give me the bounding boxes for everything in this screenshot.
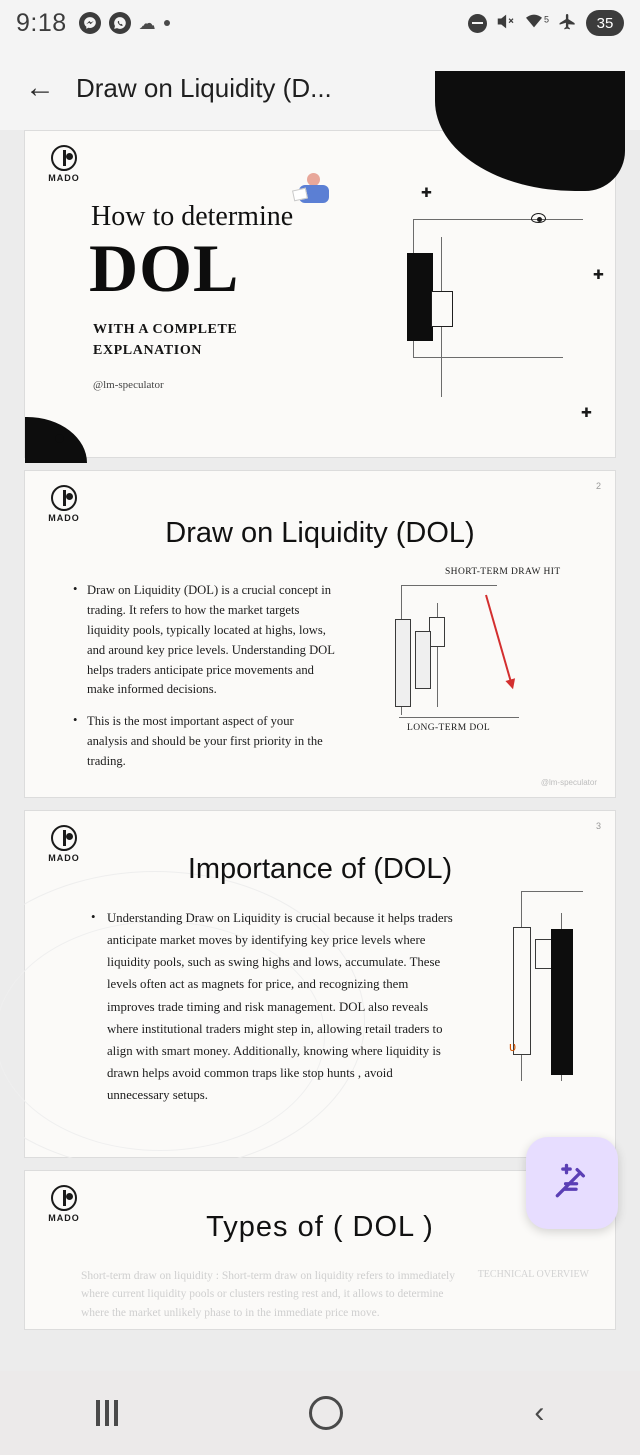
mado-logo-icon (51, 485, 77, 511)
airplane-mode-icon (558, 12, 577, 35)
messenger-icon (79, 12, 101, 34)
slide-1-candlestick-art (385, 185, 615, 431)
back-arrow-icon: ← (25, 71, 55, 104)
brand-label: MADO (48, 1213, 80, 1223)
slide-2-number: 2 (595, 481, 601, 491)
sparkle-icon: ✚ (581, 405, 592, 420)
status-notification-icons (79, 12, 170, 34)
slide-3-chart (477, 891, 597, 1101)
slide-3-body (91, 907, 453, 1106)
status-system-icons (468, 10, 624, 36)
brand-logo (41, 145, 87, 183)
system-navigation-bar (0, 1371, 640, 1455)
magic-pen-icon (550, 1159, 594, 1208)
back-button[interactable] (14, 62, 66, 114)
down-arrow-icon (485, 595, 513, 688)
cloud-icon: ☁ (138, 13, 156, 33)
marker-icon: υ (509, 1039, 517, 1054)
mado-logo-icon (51, 1185, 77, 1211)
battery-indicator: 35 (586, 10, 624, 36)
slide-2-chart (393, 567, 593, 757)
wifi-count: 5 (543, 14, 549, 25)
mado-logo-icon (51, 145, 77, 171)
sparkle-icon: ✚ (593, 267, 604, 282)
slide-2-title: Draw on Liquidity (DOL) (165, 517, 475, 549)
slide-2-chart-label-bottom: LONG-TERM DOL (407, 723, 491, 733)
decorative-dot (55, 434, 64, 443)
magic-pen-fab-button[interactable] (526, 1137, 618, 1229)
slide-3-number: 3 (595, 821, 601, 831)
brand-label: MADO (48, 853, 80, 863)
slide-2[interactable] (24, 470, 616, 798)
slide-1-big-title: DOL (89, 230, 240, 306)
dot-icon (164, 20, 170, 26)
sparkle-icon: ✚ (421, 185, 432, 200)
do-not-disturb-icon (468, 14, 487, 33)
slide-scroll-area[interactable] (0, 130, 640, 1371)
slide-1-subtitle (93, 319, 237, 361)
home-icon[interactable] (309, 1396, 343, 1430)
slide-4-right-note: TECHNICAL OVERVIEW (477, 1269, 589, 1280)
slide-1-subtitle-line2: EXPLANATION (93, 343, 203, 358)
slide-2-watermark: @lm-speculator (540, 778, 597, 787)
status-clock: 9:18 (16, 8, 67, 37)
recents-icon[interactable] (96, 1400, 118, 1426)
slide-1-heading: How to determine (91, 201, 294, 232)
slide-4-bullet-1: Short-term draw on liquidity : Short-term draw on liquidity refers to immediately where current liquidity pools or clusters resting rest and, it allows to determine where the market unlikely phase to in the immediate price move. (81, 1270, 455, 1319)
slide-2-body (73, 581, 335, 784)
person-sticker-icon (293, 173, 335, 207)
eye-icon (531, 213, 546, 223)
slide-4-title: Types of ( DOL ) (206, 1211, 434, 1243)
slide-3-title: Importance of (DOL) (187, 853, 453, 885)
brand-label: MADO (48, 173, 80, 183)
slide-1-subtitle-line1: WITH A COMPLETE (93, 322, 238, 337)
slide-1[interactable] (24, 130, 616, 458)
slide-2-bullet-2: • This is the most important aspect of your analysis and should be your first priority in the trading. (73, 712, 335, 772)
brand-label: MADO (48, 513, 80, 523)
slide-2-bullet-1: • Draw on Liquidity (DOL) is a crucial concept in trading. It refers to how the market targets liquidity pools, typically located at highs, lows, and around key price levels. Understanding DOL helps traders anticipate price movements and make informed decisions. (73, 581, 335, 700)
decorative-corner-shape (435, 71, 625, 191)
slide-3[interactable] (24, 810, 616, 1158)
wifi-icon (524, 13, 549, 33)
back-icon[interactable]: ‹ (534, 1396, 545, 1429)
slide-1-handle: @lm-speculator (93, 379, 164, 391)
mute-icon (496, 12, 515, 35)
page-title: Draw on Liquidity (D... (76, 72, 332, 103)
slide-2-chart-label-top: SHORT-TERM DRAW HIT (445, 567, 561, 577)
whatsapp-icon (109, 12, 131, 34)
slide-3-bullet-1: • Understanding Draw on Liquidity is crucial because it helps traders anticipate market moves by identifying key price levels where liquidity pools, such as swing highs and lows, accumulate. These levels often act as magnets for price, and recognizing them improves trade timing and risk management. DOL also reveals where institutional traders might step in, allowing retail traders to align with smart money. Additionally, knowing where liquidity is drawn helps avoid common traps like stop hunts , avoid unnecessary setups. (91, 907, 453, 1106)
status-bar (0, 0, 640, 46)
mado-logo-icon (51, 825, 77, 851)
